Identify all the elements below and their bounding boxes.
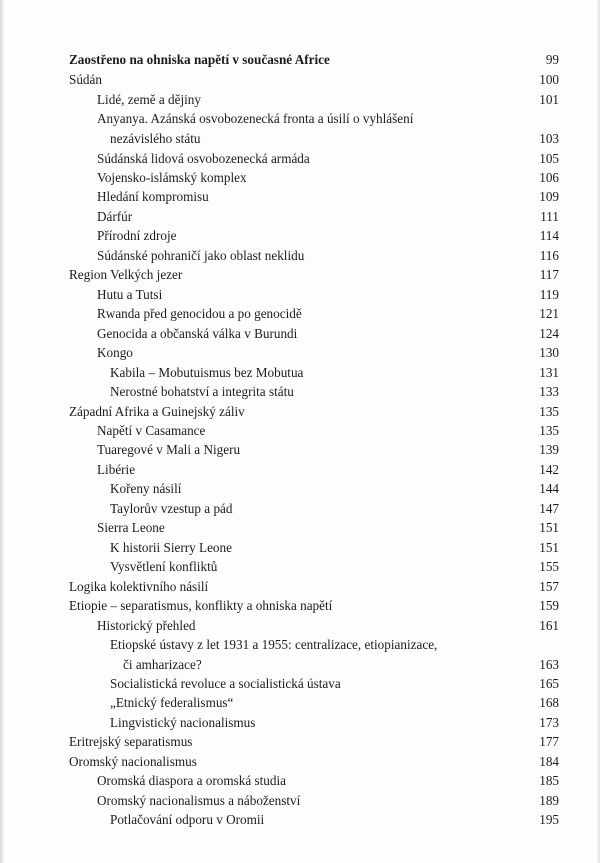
toc-section-title: Region Velkých jezer	[69, 267, 183, 282]
toc-page-number: 117	[539, 267, 559, 282]
toc-page-number: 144	[539, 481, 559, 496]
toc-subsection-title: Anyanya. Azánská osvobozenecká fronta a úsilí o vyhlášení	[97, 111, 414, 126]
toc-page-number: 147	[539, 501, 559, 516]
toc-subsection-title: Historický přehled	[97, 618, 196, 633]
toc-section-title: Etiopie – separatismus, konflikty a ohniska napětí	[69, 598, 333, 613]
toc-subsection-title: Sierra Leone	[97, 520, 165, 535]
toc-subsubsection-title: Lingvistický nacionalismus	[110, 715, 256, 730]
toc-page-number: 189	[539, 793, 559, 808]
toc-page-number: 151	[539, 520, 559, 535]
toc-page-number: 195	[539, 812, 559, 827]
toc-subsubsection-title: Kabila – Mobutuismus bez Mobutua	[110, 365, 304, 380]
toc-section-title: Logika kolektivního násilí	[69, 579, 209, 594]
toc-subsection-title: Hledání kompromisu	[97, 189, 209, 204]
toc-page-number: 121	[539, 306, 559, 321]
toc-subsubsection-title: „Etnický federalismus“	[110, 695, 234, 710]
toc-page-number: 131	[539, 365, 559, 380]
toc-subsection-title: Tuaregové v Mali a Nigeru	[97, 442, 241, 457]
toc-page-number: 161	[539, 618, 559, 633]
toc-page-number: 119	[539, 287, 559, 302]
toc-page-number: 177	[539, 734, 559, 749]
toc-subsubsection-title: Kořeny násilí	[110, 481, 182, 496]
toc-page-number: 101	[539, 92, 559, 107]
toc-page-number: 105	[539, 151, 559, 166]
toc-subsection-title: Genocida a občanská válka v Burundi	[97, 326, 298, 341]
toc-subsubsection-title: K historii Sierry Leone	[110, 540, 232, 555]
toc-page-number: 185	[539, 773, 559, 788]
toc-subsection-title: Dárfúr	[97, 209, 133, 224]
toc-subsection-title: Oromská diaspora a oromská studia	[97, 773, 286, 788]
toc-page-number: 116	[539, 248, 559, 263]
toc-page-number: 159	[539, 598, 559, 613]
toc-page-number: 142	[539, 462, 559, 477]
toc-subsubsection-title: Nerostné bohatství a integrita státu	[110, 384, 294, 399]
toc-chapter-title: Zaostřeno na ohniska napětí v současné Africe	[69, 52, 330, 67]
scan-shadow-right	[596, 0, 600, 863]
toc-page-number: 103	[539, 131, 559, 146]
toc-page-number: 157	[539, 579, 559, 594]
toc-subsection-title: Súdánské pohraničí jako oblast neklidu	[97, 248, 305, 263]
toc-section-title: Eritrejský separatismus	[69, 734, 193, 749]
toc-subsection-title: Napětí v Casamance	[97, 423, 206, 438]
toc-page-number: 124	[539, 326, 559, 341]
toc-subsection-title: Přírodní zdroje	[97, 228, 177, 243]
toc-page-number: 184	[539, 754, 559, 769]
toc-subsection-title: Rwanda před genocidou a po genocidě	[97, 306, 302, 321]
toc-subsection-title: Libérie	[97, 462, 136, 477]
toc-subsubsection-title: Socialistická revoluce a socialistická ústava	[110, 676, 341, 691]
toc-page-number: 165	[539, 676, 559, 691]
scan-shadow-left	[0, 0, 5, 863]
toc-page-number: 173	[539, 715, 559, 730]
toc-subsection-title: Kongo	[97, 345, 133, 360]
toc-page-number: 155	[539, 559, 559, 574]
toc-subsection-title: Vojensko-islámský komplex	[97, 170, 247, 185]
toc-page-number: 151	[539, 540, 559, 555]
toc-page-number: 109	[539, 189, 559, 204]
toc-page-number: 139	[539, 442, 559, 457]
toc-subsubsection-title: Vysvětlení konfliktů	[110, 559, 218, 574]
toc-section-title: Súdán	[69, 72, 102, 87]
toc-page-number: 163	[539, 657, 559, 672]
toc-page-number: 106	[539, 170, 559, 185]
toc-subsection-title: Lidé, země a dějiny	[97, 92, 201, 107]
toc-subsubsection-title: Taylorův vzestup a pád	[110, 501, 233, 516]
toc-page-number: 111	[540, 209, 559, 224]
toc-subsection-title: Súdánská lidová osvobozenecká armáda	[97, 151, 310, 166]
toc-subsubsection-title: Potlačování odporu v Oromii	[110, 812, 265, 827]
toc-page-number: 100	[539, 72, 559, 87]
toc-page-number: 135	[539, 423, 559, 438]
toc-page-number: 99	[545, 52, 559, 67]
toc-subsection-title-continued: nezávislého státu	[110, 131, 201, 146]
toc-page-number: 133	[539, 384, 559, 399]
toc-subsubsection-title: Etiopské ústavy z let 1931 a 1955: centralizace, etiopianizace,	[110, 637, 438, 652]
toc-subsection-title: Hutu a Tutsi	[97, 287, 163, 302]
toc-section-title: Oromský nacionalismus	[69, 754, 197, 769]
toc-subsubsection-title-continued: či amharizace?	[123, 657, 202, 672]
toc-page-number: 135	[539, 404, 559, 419]
toc-page-number: 130	[539, 345, 559, 360]
toc-subsection-title: Oromský nacionalismus a náboženství	[97, 793, 301, 808]
toc-section-title: Západní Afrika a Guinejský záliv	[69, 404, 245, 419]
toc-page-number: 168	[539, 695, 559, 710]
toc-page-number: 114	[539, 228, 559, 243]
